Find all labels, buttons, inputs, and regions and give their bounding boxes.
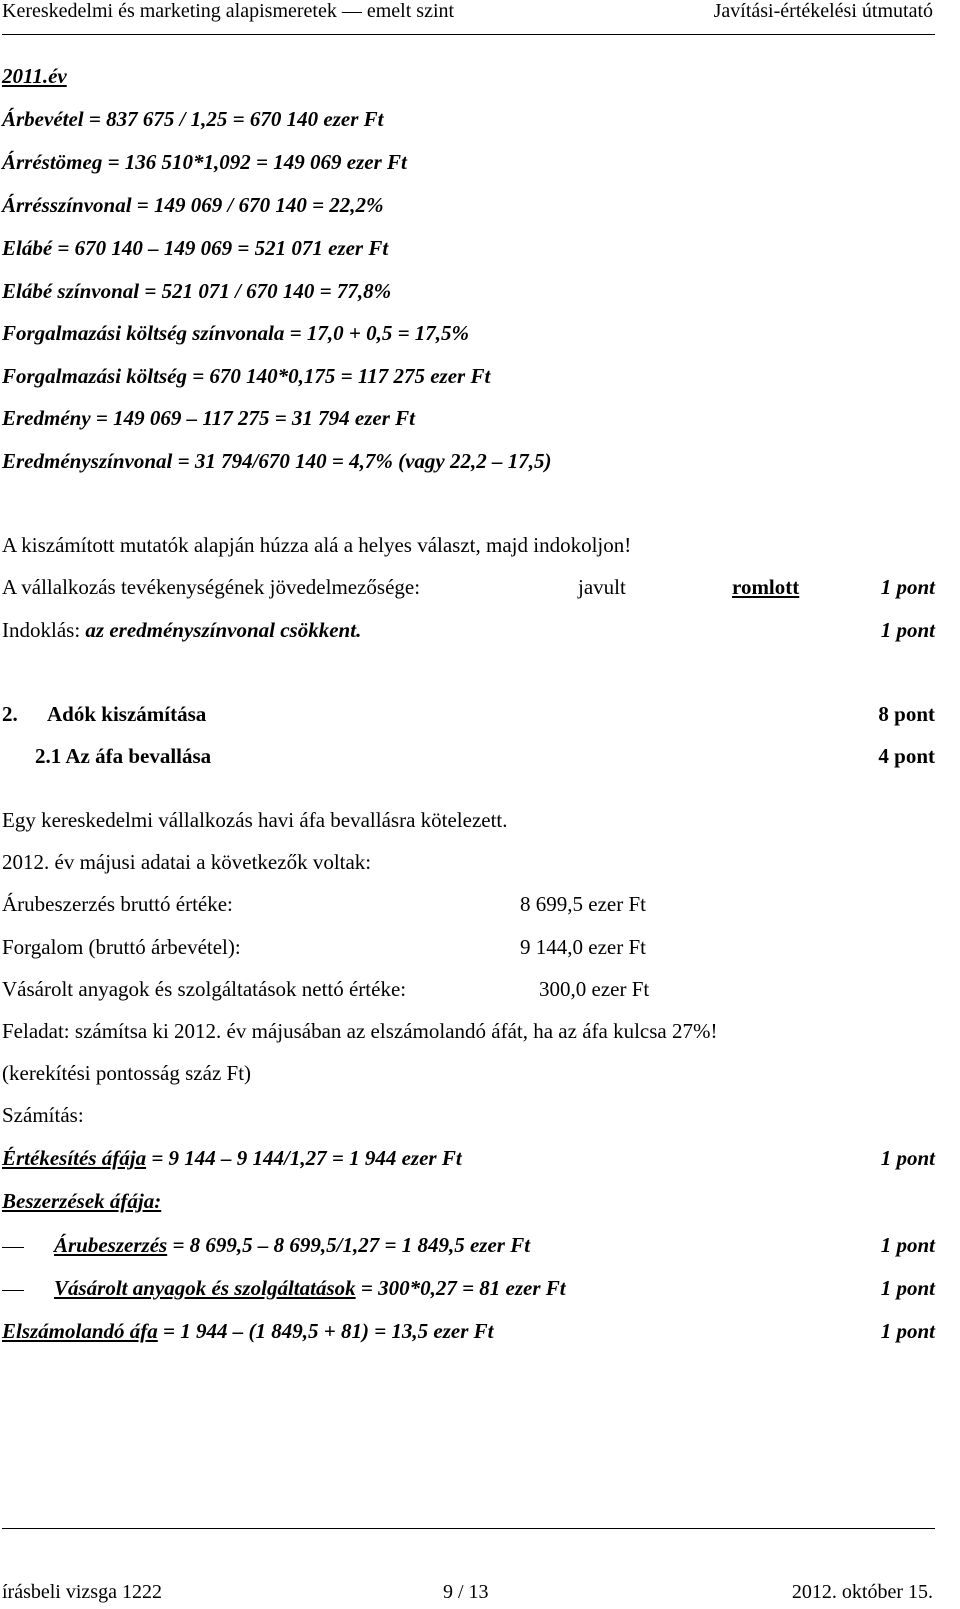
- vat-intro: 2012. év májusi adatai a következők voltak:: [2, 850, 372, 874]
- calc-line: Eredmény = 149 069 – 117 275 = 31 794 ezer Ft: [2, 406, 416, 430]
- purchase-item-label: Vásárolt anyagok és szolgáltatások: [54, 1276, 356, 1300]
- calc-line: Árbevétel = 837 675 / 1,25 = 670 140 ezer Ft: [2, 107, 384, 131]
- footer-left: írásbeli vizsga 1222: [2, 1581, 162, 1603]
- points-label: 1 pont: [880, 1146, 935, 1170]
- subsection-points: 4 pont: [878, 744, 935, 768]
- footer-rule: [2, 1528, 935, 1529]
- data-value: 9 144,0 ezer Ft: [520, 935, 646, 959]
- header-left: Kereskedelmi és marketing alapismeretek — emelt szint: [2, 0, 455, 22]
- data-label: Vásárolt anyagok és szolgáltatások nettó értéke:: [2, 977, 407, 1001]
- output-vat-label: Értékesítés áfája: [2, 1146, 147, 1170]
- question-text: A vállalkozás tevékenységének jövedelmezősége:: [2, 575, 421, 599]
- calc-line: Forgalmazási költség = 670 140*0,175 = 117 275 ezer Ft: [2, 364, 491, 388]
- purchase-line: [2, 1276, 566, 1301]
- calc-line: Elábé színvonal = 521 071 / 670 140 = 77,8%: [2, 279, 392, 303]
- purchase-line: [2, 1233, 530, 1258]
- points-label: 1 pont: [880, 618, 935, 642]
- section-title: Adók kiszámítása: [47, 702, 207, 726]
- vat-intro: Egy kereskedelmi vállalkozás havi áfa bevallásra kötelezett.: [2, 808, 508, 832]
- output-vat-formula: = 9 144 – 9 144/1,27 = 1 944 ezer Ft: [146, 1146, 462, 1170]
- points-label: 1 pont: [880, 1319, 935, 1343]
- calc-line: Eredményszínvonal = 31 794/670 140 = 4,7% (vagy 22,2 – 17,5): [2, 449, 552, 473]
- calc-line: Forgalmazási költség színvonala = 17,0 + 0,5 = 17,5%: [2, 321, 470, 345]
- footer-page-number: 9 / 13: [443, 1581, 489, 1603]
- data-value: 300,0 ezer Ft: [539, 977, 650, 1001]
- settle-formula: = 1 944 – (1 849,5 + 81) = 13,5 ezer Ft: [157, 1319, 494, 1343]
- option-romlott-underlined: romlott: [732, 575, 800, 599]
- instruction-text: A kiszámított mutatók alapján húzza alá a helyes választ, majd indokoljon!: [2, 533, 632, 557]
- option-javult: javult: [578, 575, 626, 599]
- points-label: 1 pont: [880, 1276, 935, 1300]
- output-vat-line: [2, 1146, 462, 1171]
- reason-label: Indoklás:: [2, 618, 81, 642]
- reason-text: az eredményszínvonal csökkent.: [85, 618, 362, 642]
- purchase-vat-label: Beszerzések áfája:: [2, 1189, 162, 1213]
- calc-line: Elábé = 670 140 – 149 069 = 521 071 ezer Ft: [2, 236, 389, 260]
- dash-bullet: [2, 1290, 24, 1291]
- points-label: 1 pont: [880, 575, 935, 599]
- reason-line: [2, 618, 361, 643]
- settle-line: [2, 1319, 494, 1344]
- dash-bullet: [2, 1247, 24, 1248]
- purchase-item-formula: = 300*0,27 = 81 ezer Ft: [355, 1276, 566, 1300]
- calc-label: Számítás:: [2, 1103, 84, 1127]
- data-label: Forgalom (bruttó árbevétel):: [2, 935, 241, 959]
- data-value: 8 699,5 ezer Ft: [520, 892, 646, 916]
- header-rule: [2, 34, 935, 35]
- calc-line: Árréstömeg = 136 510*1,092 = 149 069 ezer Ft: [2, 150, 407, 174]
- purchase-item-label: Árubeszerzés: [54, 1233, 168, 1257]
- rounding-note: (kerekítési pontosság száz Ft): [2, 1061, 252, 1085]
- settle-label: Elszámolandó áfa: [2, 1319, 158, 1343]
- year-heading: 2011.év: [2, 64, 67, 88]
- calc-line: Árrésszínvonal = 149 069 / 670 140 = 22,2%: [2, 193, 384, 217]
- data-label: Árubeszerzés bruttó értéke:: [2, 892, 233, 916]
- header-right: Javítási-értékelési útmutató: [713, 0, 933, 22]
- section-number: 2.: [2, 702, 18, 726]
- subsection-title: 2.1 Az áfa bevallása: [35, 744, 212, 768]
- footer-date: 2012. október 15.: [791, 1581, 933, 1603]
- points-label: 1 pont: [880, 1233, 935, 1257]
- purchase-item-formula: = 8 699,5 – 8 699,5/1,27 = 1 849,5 ezer Ft: [167, 1233, 531, 1257]
- task-text: Feladat: számítsa ki 2012. év májusában az elszámolandó áfát, ha az áfa kulcsa 27%!: [2, 1019, 718, 1043]
- section-points: 8 pont: [878, 702, 935, 726]
